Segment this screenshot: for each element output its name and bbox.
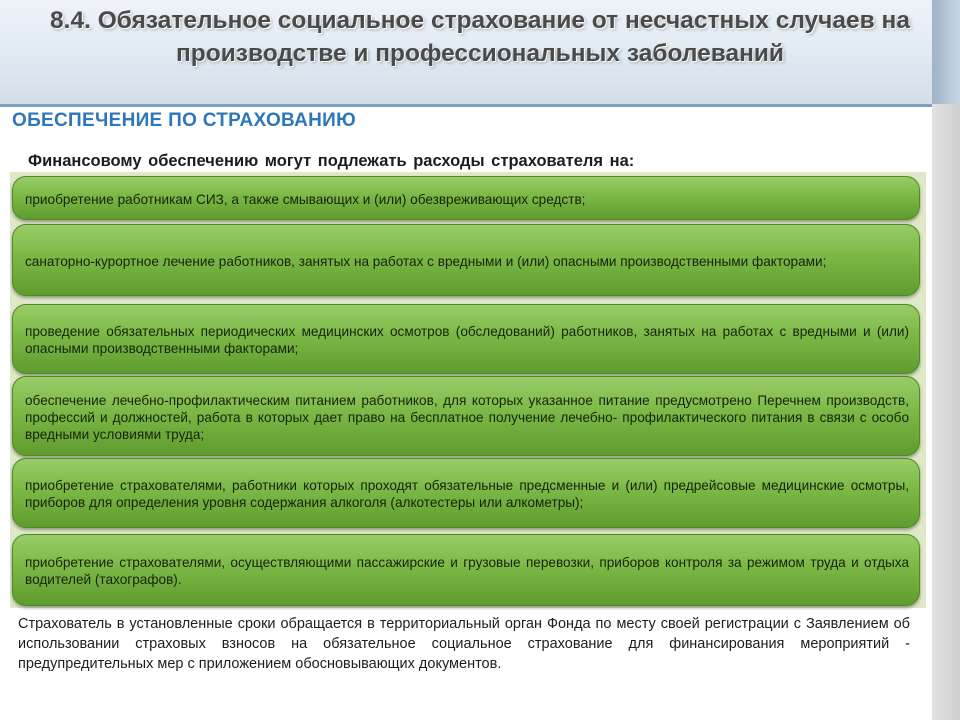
list-item-text: проведение обязательных периодических медицинских осмотров (обследований) работников, занятых на работах с вредными и (или) опасными производственными факторами; [25, 324, 909, 356]
right-sidebar-decoration [932, 104, 960, 720]
list-item-text: приобретение страхователями, осуществляющими пассажирские и грузовые перевозки, приборов контроля за режимом труда и отдыха водителей (тахографов). [25, 555, 909, 587]
list-item-alcohol-testers [12, 458, 920, 528]
intro-text: Финансовому обеспечению могут подлежать расходы страхователя на: [28, 152, 635, 170]
list-item-text: приобретение работникам СИЗ, а также смывающих и (или) обезвреживающих средств; [25, 191, 586, 207]
list-item-ppe [12, 176, 920, 220]
section-heading: ОБЕСПЕЧЕНИЕ ПО СТРАХОВАНИЮ [12, 110, 357, 131]
footer-paragraph: Страхователь в установленные сроки обращается в территориальный орган Фонда по месту своей регистрации с Заявлением об использовании страховых взносов на обязательное социальное страхование для финансирования мероприятий - предупредительных мер с приложением обосновывающих документов. [18, 616, 910, 672]
header-divider [0, 104, 934, 107]
header-accent-stripe [932, 0, 960, 104]
list-item-text: санаторно-курортное лечение работников, занятых на работах с вредными и (или) опасными производственными факторами; [25, 253, 827, 269]
list-item-preventive-nutrition [12, 376, 920, 456]
list-item-medical-exams [12, 304, 920, 374]
slide-title: 8.4. Обязательное социальное страхование от несчастных случаев на производстве и профессиональных заболеваний [50, 7, 910, 67]
list-item-text: обеспечение лечебно-профилактическим питанием работников, для которых указанное питание предусмотрено Перечнем производств, профессий и должностей, работа в которых дает право на бесплатное получение лечебно- профилактического питания в связи с особо вредными условиями труда; [25, 392, 909, 442]
list-item-tachographs [12, 534, 920, 606]
list-item-text: приобретение страхователями, работники которых проходят обязательные предсменные и (или) предрейсовые медицинские осмотры, приборов для определения уровня содержания алкоголя (алкотестеры или алкометры); [25, 478, 909, 510]
list-item-sanatorium [12, 224, 920, 296]
